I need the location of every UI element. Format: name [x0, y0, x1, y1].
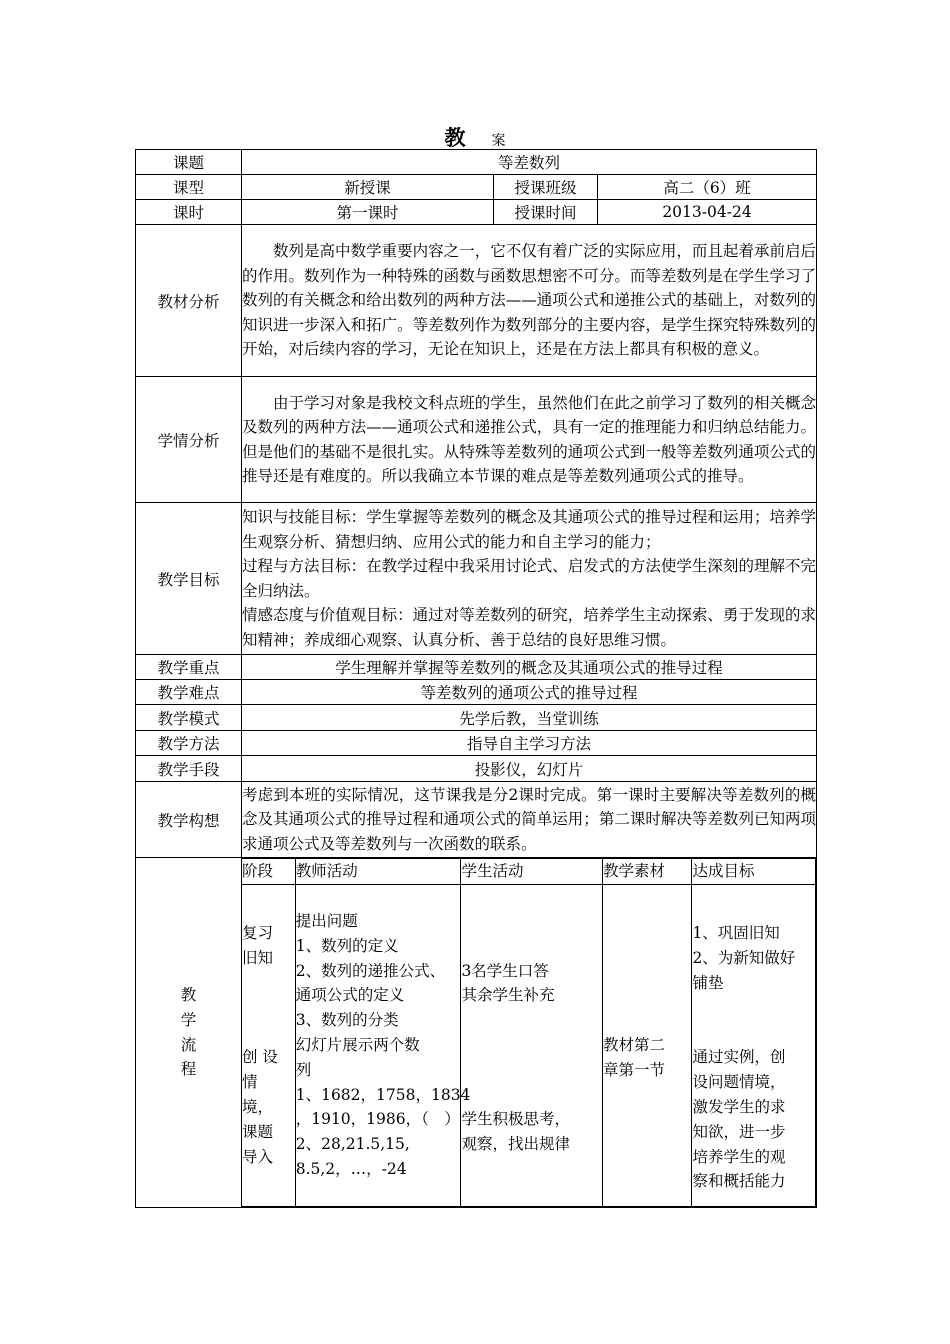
teacher-activity-cell: 提出问题 1、数列的定义 2、数列的递推公式、 通项公式的定义 3、数列的分类 幻灯片展示两个数 列 1、1682，1758，1834 ，1910，1986，（ ） 2、28,21.5,15, 8.5,2，…，-24 [295, 884, 461, 1206]
goal-attitude: 情感态度与价值观目标：通过对等差数列的研究，培养学生主动探索、勇于发现的求知精神；养成细心观察、认真分析、善于总结的良好思维习惯。 [242, 606, 817, 649]
title-main: 教 [444, 125, 466, 150]
stage-cell: 复习 旧知 创 设 情 境， 课题 导入 [242, 884, 295, 1206]
label-type: 课型 [136, 175, 242, 200]
value-class: 高二（6）班 [598, 175, 817, 200]
label-mode: 教学模式 [136, 705, 242, 731]
flow-header-row [242, 859, 816, 885]
teaching-flow-table [242, 858, 816, 1207]
value-method: 指导自主学习方法 [242, 731, 817, 756]
value-period: 第一课时 [242, 200, 494, 225]
value-type: 新授课 [242, 175, 494, 200]
document-title [0, 122, 950, 152]
goal-cell: 1、巩固旧知 2、为新知做好 铺垫 通过实例，创 设问题情境， 激发学生的求 知欲，进一步 培养学生的观 察和概括能力 [692, 884, 816, 1206]
label-subject: 课题 [136, 150, 242, 175]
label-goals: 教学目标 [136, 503, 242, 655]
label-design: 教学构想 [136, 782, 242, 858]
row-student-analysis [136, 377, 817, 503]
row-period [136, 200, 817, 225]
header-goal: 达成目标 [692, 859, 816, 885]
value-date: 2013-04-24 [598, 200, 817, 225]
row-subject [136, 150, 817, 175]
row-focus [136, 655, 817, 680]
label-teaching-flow: 教 学 流 程 [180, 985, 197, 1079]
value-focus: 学生理解并掌握等差数列的概念及其通项公式的推导过程 [242, 655, 817, 680]
label-difficulty: 教学难点 [136, 680, 242, 705]
goal-process: 过程与方法目标：在教学过程中我采用讨论式、启发式的方法使学生深刻的理解不完全归纳法。 [242, 557, 817, 600]
goal-knowledge: 知识与技能目标：学生掌握等差数列的概念及其通项公式的推导过程和运用；培养学生观察分析、猜想归纳、应用公式的能力和自主学习的能力； [242, 508, 817, 551]
header-student: 学生活动 [461, 859, 603, 885]
value-subject: 等差数列 [242, 150, 817, 175]
row-goals [136, 503, 817, 655]
row-mode [136, 705, 817, 731]
header-material: 教学素材 [603, 859, 692, 885]
label-material-analysis: 教材分析 [136, 225, 242, 377]
design-text: 考虑到本班的实际情况，这节课我是分2课时完成。第一课时主要解决等差数列的概念及其通项公式的推导过程和通项公式的简单运用；第二课时解决等差数列已知两项求通项公式及等差数列与一次函数的联系。 [242, 782, 817, 858]
row-design [136, 782, 817, 858]
flow-content-row [242, 884, 816, 1206]
row-difficulty [136, 680, 817, 705]
row-teaching-flow [136, 858, 817, 1208]
material-cell: 教材第二 章第一节 [603, 884, 692, 1206]
title-sub: 案 [491, 133, 506, 149]
value-difficulty: 等差数列的通项公式的推导过程 [242, 680, 817, 705]
row-type [136, 175, 817, 200]
label-class: 授课班级 [494, 175, 598, 200]
header-teacher: 教师活动 [295, 859, 461, 885]
label-focus: 教学重点 [136, 655, 242, 680]
material-analysis-text: 数列是高中数学重要内容之一，它不仅有着广泛的实际应用，而且起着承前启后的作用。数列作为一种特殊的函数与函数思想密不可分。而等差数列是在学生学习了数列的有关概念和给出数列的两种方法——通项公式和递推公式的基础上，对数列的知识进一步深入和拓广。等差数列作为数列部分的主要内容，是学生探究特殊数列的开始，对后续内容的学习，无论在知识上，还是在方法上都具有积极的意义。 [242, 242, 817, 359]
label-method: 教学方法 [136, 731, 242, 756]
student-analysis-text: 由于学习对象是我校文科点班的学生，虽然他们在此之前学习了数列的相关概念及数列的两种方法——通项公式和递推公式，具有一定的推理能力和归纳总结能力。但是他们的基础不是很扎实。从特殊等差数列的通项公式到一般等差数列通项公式的推导还是有难度的。所以我确立本节课的难点是等差数列通项公式的推导。 [242, 393, 817, 485]
value-means: 投影仪，幻灯片 [242, 756, 817, 782]
label-period: 课时 [136, 200, 242, 225]
row-means [136, 756, 817, 782]
lesson-plan-table [135, 149, 817, 1208]
row-method [136, 731, 817, 756]
label-student-analysis: 学情分析 [136, 377, 242, 503]
student-activity-cell: 3名学生口答 其余学生补充 学生积极思考， 观察，找出规律 [461, 884, 603, 1206]
header-stage: 阶段 [242, 859, 295, 885]
value-mode: 先学后教，当堂训练 [242, 705, 817, 731]
label-means: 教学手段 [136, 756, 242, 782]
row-material-analysis [136, 225, 817, 377]
label-date: 授课时间 [494, 200, 598, 225]
